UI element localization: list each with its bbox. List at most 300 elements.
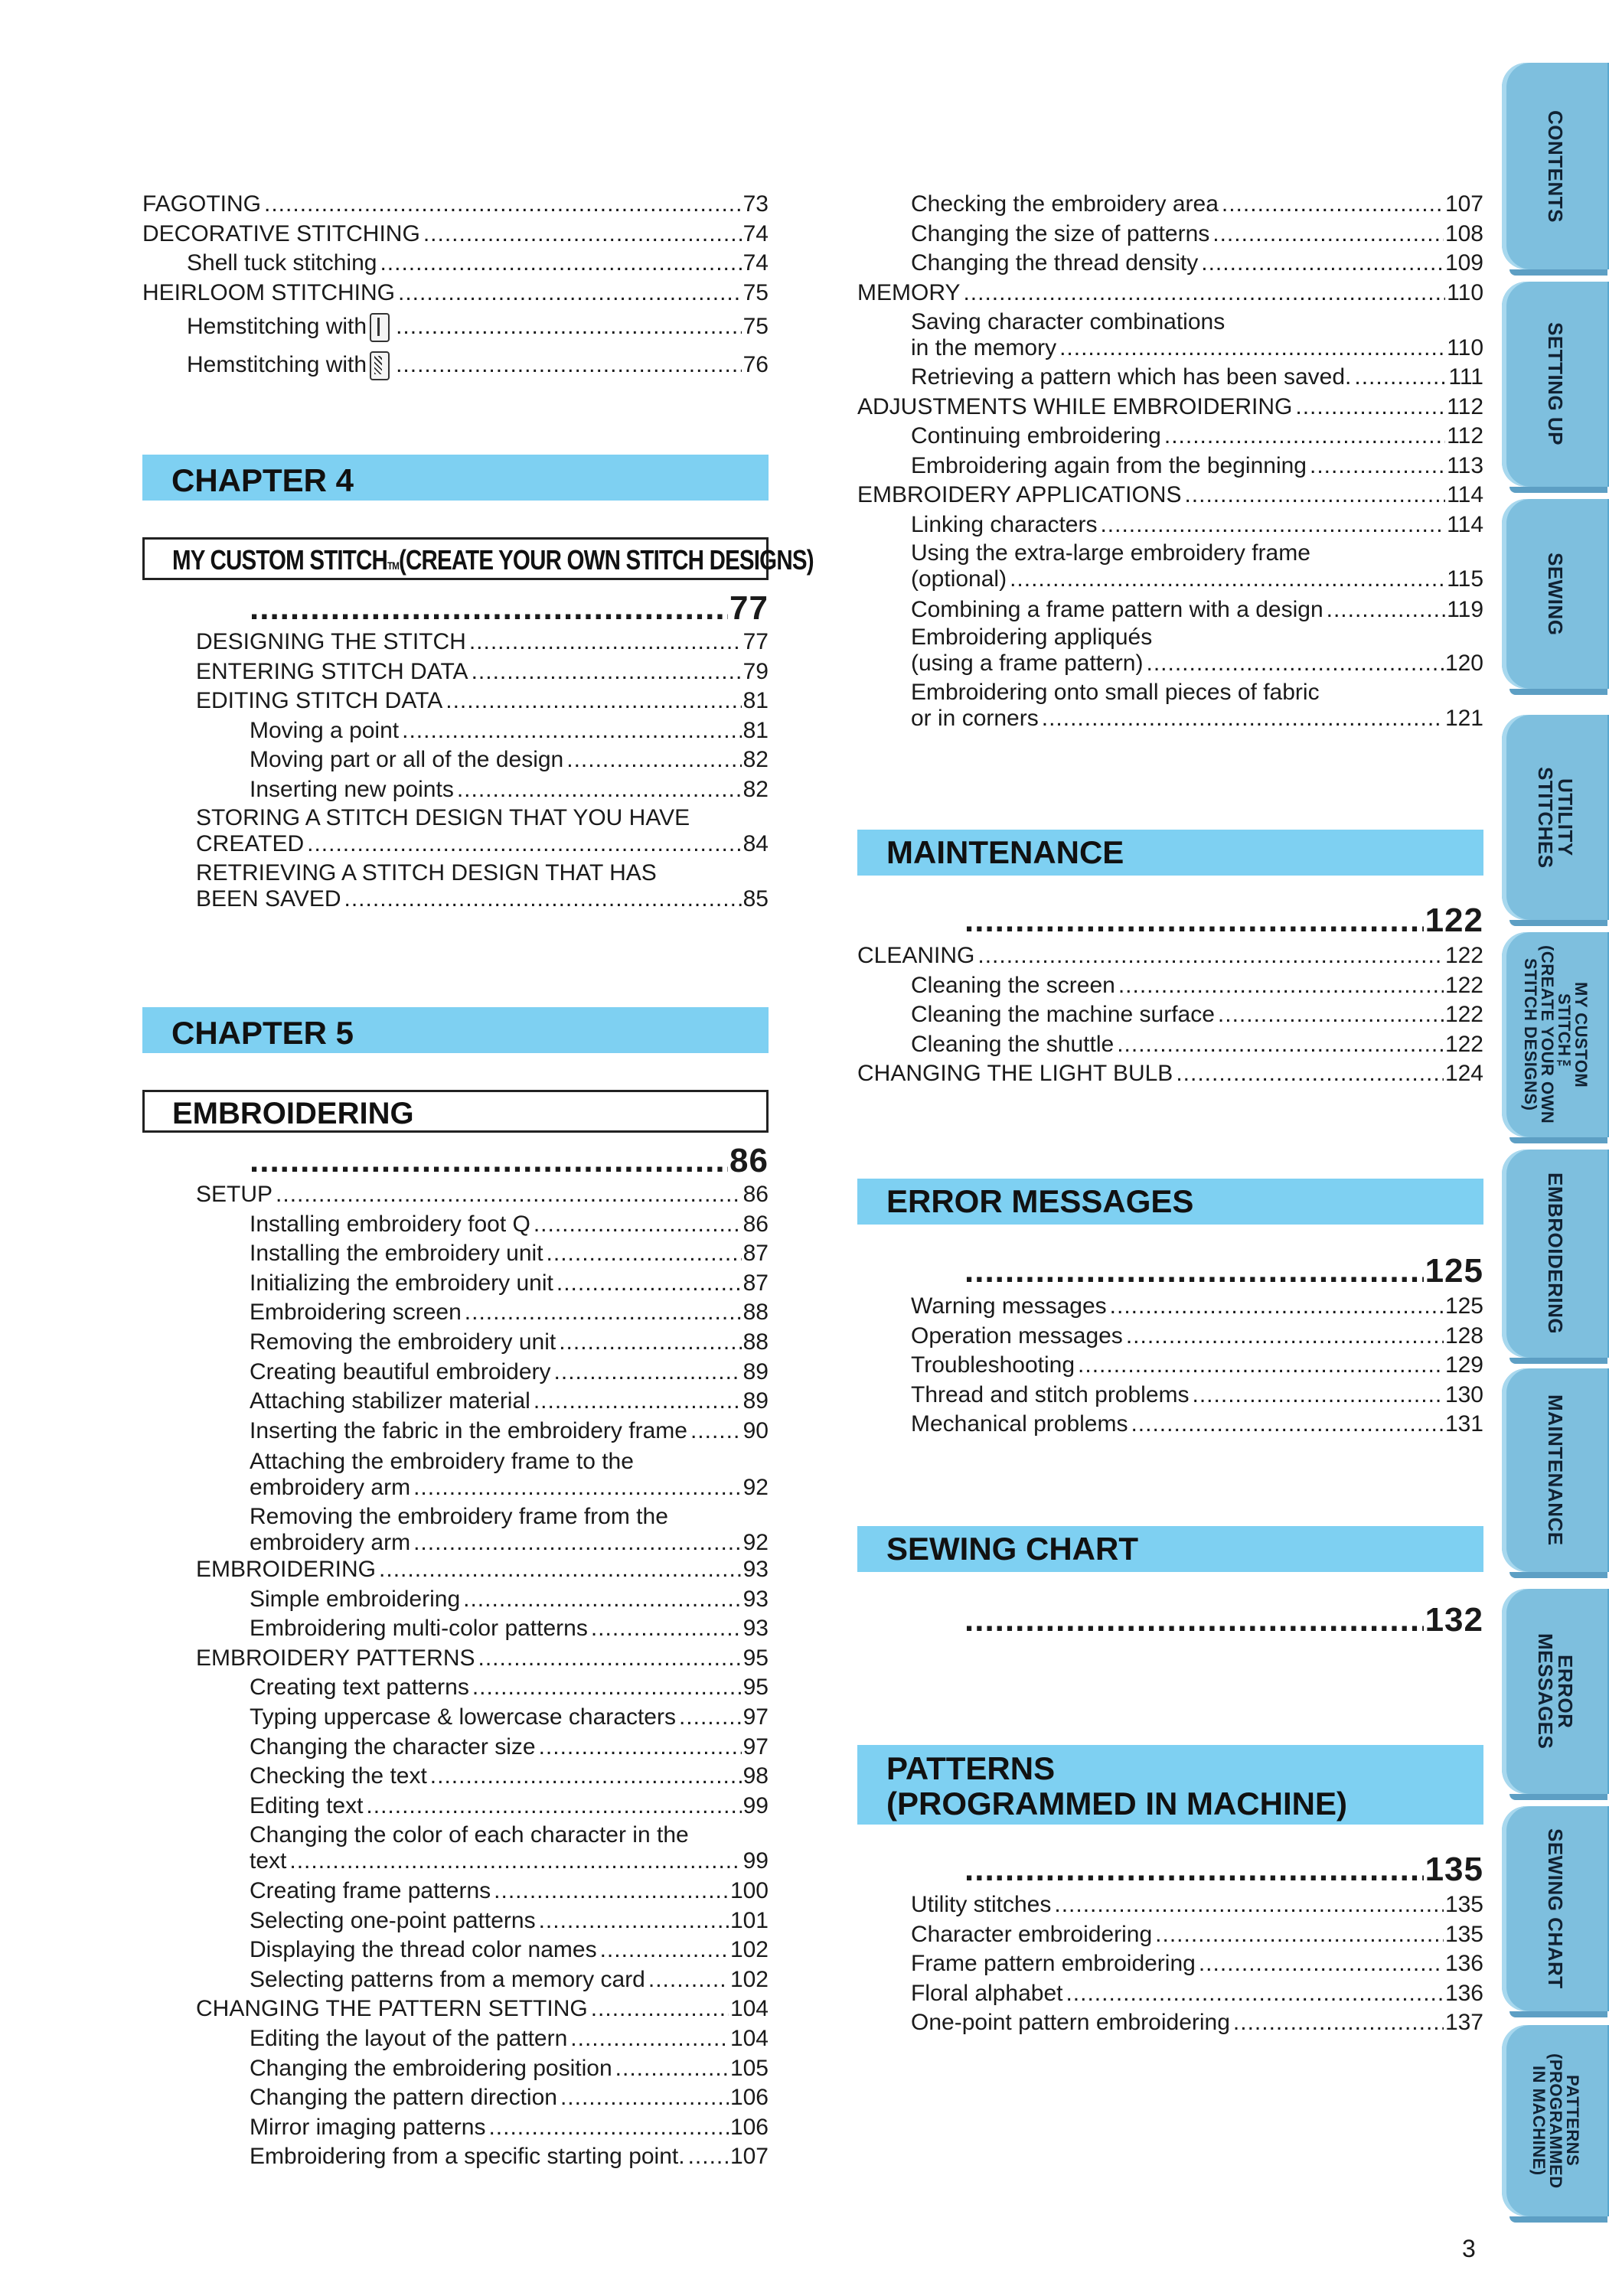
toc-entry[interactable] — [196, 1417, 769, 1446]
page-number: 3 — [1462, 2235, 1476, 2262]
toc-entry[interactable] — [196, 2142, 769, 2172]
entry-page: 124 — [1444, 1061, 1483, 1087]
entry-page: 122 — [1444, 1002, 1483, 1028]
toc-entry[interactable] — [196, 1210, 769, 1240]
entry-title-line2: CREATED — [196, 831, 307, 857]
side-tab[interactable] — [1502, 499, 1609, 689]
leader-dots — [539, 1906, 729, 1936]
entry-title: SETUP — [196, 1180, 276, 1210]
toc-entry[interactable] — [142, 190, 769, 220]
entry-page: 106 — [729, 2114, 769, 2140]
entry-title-line1: Using the extra-large embroidery frame — [911, 540, 1310, 566]
sewing-chart-start-page[interactable]: ..... 132 — [964, 1601, 1483, 1639]
entry-page: 89 — [742, 1358, 769, 1384]
entry-page: 112 — [1447, 423, 1483, 449]
entry-title-line2: embroidery arm — [250, 1530, 413, 1556]
entry-title: Frame pattern embroidering — [911, 1949, 1199, 1979]
toc-entry[interactable] — [857, 249, 1483, 279]
leader-dots — [1222, 190, 1444, 220]
entry-title: Inserting new points — [250, 775, 457, 805]
entry-page: 93 — [742, 1586, 769, 1612]
leader-dots — [556, 1269, 742, 1299]
entry-page: 74 — [742, 220, 769, 246]
entry-title: HEIRLOOM STITCHING — [142, 279, 398, 308]
entry-title: CLEANING — [857, 941, 977, 971]
toc-entry[interactable] — [196, 1328, 769, 1358]
entry-title: FAGOTING — [142, 190, 264, 220]
entry-page: 79 — [742, 658, 769, 684]
toc-entry[interactable] — [196, 1906, 769, 1936]
side-tab-label: UTILITY STITCHES — [1534, 766, 1577, 869]
entry-page: 84 — [742, 831, 769, 856]
toc-entry[interactable] — [142, 346, 769, 384]
side-tab[interactable] — [1502, 715, 1609, 920]
entry-title: Mechanical problems — [911, 1410, 1131, 1440]
entry-page: 111 — [1448, 364, 1483, 390]
toc-entry[interactable] — [196, 1936, 769, 1965]
left-column-top — [142, 190, 769, 384]
toc-entry[interactable] — [857, 1292, 1483, 1322]
entry-title: Changing the character size — [250, 1733, 539, 1763]
leader-dots — [423, 220, 742, 249]
leader-dots — [615, 2054, 729, 2084]
toc-entry[interactable] — [196, 1585, 769, 1615]
entry-title: One-point pattern embroidering — [911, 2008, 1233, 2038]
right-entries-c — [857, 595, 1483, 625]
entry-title: Thread and stitch problems — [911, 1381, 1193, 1411]
toc-entry-two-line[interactable] — [857, 680, 1483, 732]
toc-entry[interactable] — [196, 1269, 769, 1299]
toc-entry[interactable] — [857, 2008, 1483, 2038]
side-tab[interactable] — [1502, 282, 1609, 487]
entry-title: Creating frame patterns — [250, 1877, 494, 1906]
entry-page: 120 — [1444, 651, 1483, 676]
leader-dots — [478, 1644, 742, 1674]
entry-page: 93 — [742, 1557, 769, 1582]
entry-title: Displaying the thread color names — [250, 1936, 600, 1965]
toc-entry[interactable] — [857, 190, 1483, 220]
toc-entry[interactable] — [196, 775, 769, 805]
side-tab-label: EMBROIDERING — [1544, 1172, 1567, 1335]
entry-title: Cleaning the machine surface — [911, 1000, 1218, 1030]
maintenance-title: MAINTENANCE — [886, 834, 1124, 870]
leader-dots — [1010, 566, 1445, 592]
entry-page: 110 — [1447, 279, 1483, 305]
toc-entry[interactable] — [857, 1920, 1483, 1950]
leader-dots — [1054, 1890, 1444, 1920]
toc-entry[interactable] — [196, 1239, 769, 1269]
leader-dots — [472, 1673, 742, 1703]
entry-title: Editing the layout of the pattern — [250, 2024, 570, 2054]
chapter-5-start-page[interactable]: ..... 86 — [250, 1142, 769, 1180]
side-tab-label: SEWING — [1544, 552, 1567, 636]
entry-line2 — [196, 831, 769, 857]
entry-page: 97 — [742, 1704, 769, 1730]
toc-entry[interactable] — [196, 1965, 769, 1995]
toc-entry[interactable] — [196, 1644, 769, 1674]
leader-dots — [289, 1848, 741, 1874]
side-tab[interactable] — [1502, 2025, 1609, 2216]
leader-dots — [688, 2142, 729, 2172]
entry-page: 75 — [742, 279, 769, 305]
toc-entry[interactable] — [857, 1949, 1483, 1979]
chapter-5-bar — [142, 1007, 769, 1053]
entry-page: 135 — [1444, 1892, 1483, 1917]
entry-page: 137 — [1444, 2010, 1483, 2036]
toc-entry[interactable] — [857, 1030, 1483, 1060]
toc-entry[interactable] — [196, 687, 769, 716]
entry-title-line1: Attaching the embroidery frame to the — [250, 1449, 634, 1474]
entry-page: 104 — [729, 2025, 769, 2051]
toc-entry[interactable] — [857, 1059, 1483, 1089]
toc-entry[interactable] — [196, 1762, 769, 1792]
entry-page: 82 — [742, 747, 769, 773]
leader-dots — [264, 190, 742, 220]
entry-page: 135 — [1444, 1921, 1483, 1947]
entry-title: Installing the embroidery unit — [250, 1239, 547, 1269]
patterns-start-page[interactable]: ..... 135 — [964, 1851, 1483, 1889]
chapter-5-entries-a — [196, 1180, 769, 1446]
entry-page: 119 — [1447, 597, 1483, 622]
toc-entry[interactable] — [196, 1792, 769, 1821]
entry-title: Simple embroidering — [250, 1585, 463, 1615]
toc-entry[interactable] — [196, 628, 769, 657]
toc-entry[interactable] — [857, 422, 1483, 452]
leader-dots — [398, 279, 742, 308]
leader-dots — [472, 657, 742, 687]
entry-page: 128 — [1444, 1322, 1483, 1349]
leader-dots — [396, 308, 742, 346]
leader-dots — [554, 1358, 742, 1388]
toc-entry[interactable] — [857, 510, 1483, 540]
toc-entry[interactable] — [196, 745, 769, 775]
toc-entry[interactable] — [857, 971, 1483, 1001]
entry-title: Combining a frame pattern with a design — [911, 595, 1327, 625]
entry-page: 76 — [742, 352, 769, 378]
leader-dots — [1042, 706, 1444, 732]
entry-title: CHANGING THE PATTERN SETTING — [196, 1994, 591, 2024]
entry-title: Troubleshooting — [911, 1351, 1078, 1381]
leader-dots — [963, 279, 1445, 308]
entry-page: 113 — [1447, 452, 1483, 478]
toc-entry[interactable] — [196, 1994, 769, 2024]
toc-entry[interactable] — [857, 1410, 1483, 1440]
entry-title: Linking characters — [911, 510, 1100, 540]
side-tab[interactable] — [1502, 1589, 1609, 1794]
entry-title: Mirror imaging patterns — [250, 2113, 488, 2143]
toc-entry[interactable] — [196, 2083, 769, 2113]
leader-dots — [1164, 422, 1445, 452]
toc-entry[interactable] — [142, 249, 769, 279]
leader-dots — [344, 886, 742, 912]
toc-entry[interactable] — [196, 1703, 769, 1733]
entry-title: DESIGNING THE STITCH — [196, 628, 469, 657]
entry-page: 101 — [729, 1907, 769, 1933]
entry-title: Checking the text — [250, 1762, 430, 1792]
entry-title: Character embroidering — [911, 1920, 1155, 1950]
toc-entry[interactable] — [196, 657, 769, 687]
toc-entry[interactable] — [196, 2024, 769, 2054]
entry-title: Changing the thread density — [911, 249, 1201, 279]
side-tab[interactable] — [1502, 1368, 1609, 1572]
side-tab-label: ERROR MESSAGES — [1534, 1633, 1577, 1750]
leader-dots — [1212, 220, 1444, 249]
toc-entry[interactable] — [196, 2113, 769, 2143]
entry-title: Inserting the fabric in the embroidery frame — [250, 1417, 690, 1446]
chapter-4-start-page[interactable]: ..... 77 — [250, 589, 769, 628]
single-wing-needle-icon — [370, 313, 390, 342]
leader-dots — [1327, 595, 1446, 625]
leader-dots — [402, 716, 742, 746]
entry-page: 112 — [1447, 393, 1483, 419]
leader-dots — [307, 831, 742, 857]
entry-page: 77 — [742, 629, 769, 654]
leader-dots — [1117, 1030, 1444, 1060]
entry-title-line1: RETRIEVING A STITCH DESIGN THAT HAS — [196, 860, 657, 885]
chapter-5-entries-b — [196, 1555, 769, 1821]
entry-page: 122 — [1444, 1031, 1483, 1057]
side-tab[interactable] — [1502, 1150, 1609, 1358]
toc-entry[interactable] — [857, 1890, 1483, 1920]
patterns-bar — [857, 1745, 1483, 1825]
entry-page: 104 — [729, 1996, 769, 2022]
leader-dots — [560, 2083, 729, 2113]
toc-entry[interactable] — [857, 941, 1483, 971]
entry-page: 105 — [729, 2055, 769, 2081]
toc-entry[interactable] — [857, 279, 1483, 308]
leader-dots — [539, 1733, 742, 1763]
toc-entry[interactable] — [857, 1351, 1483, 1381]
entry-title: Moving part or all of the design — [250, 745, 566, 775]
entry-page: 90 — [742, 1417, 769, 1443]
entry-page: 122 — [1444, 972, 1483, 998]
toc-entry[interactable] — [196, 1180, 769, 1210]
entry-page: 107 — [729, 2144, 769, 2170]
entry-title: Removing the embroidery unit — [250, 1328, 559, 1358]
toc-entry[interactable] — [857, 363, 1483, 393]
leader-dots — [1078, 1351, 1444, 1381]
toc-entry[interactable] — [857, 1322, 1483, 1352]
entry-page: 98 — [742, 1763, 769, 1789]
side-tab[interactable] — [1502, 63, 1609, 269]
right-entries-a — [857, 190, 1483, 308]
toc-entry[interactable] — [196, 1358, 769, 1388]
chapter-5-two-line-b — [196, 1822, 769, 1877]
toc-entry[interactable] — [142, 308, 769, 346]
chapter-4-two-line-entries — [196, 805, 769, 915]
side-tab[interactable] — [1502, 932, 1609, 1137]
chapter-5-two-line-a — [196, 1449, 769, 1559]
double-wing-needle-icon — [370, 351, 390, 380]
right-entries-b — [857, 363, 1483, 540]
entry-title: DECORATIVE STITCHING — [142, 220, 423, 249]
leader-dots — [1118, 971, 1444, 1001]
toc-entry[interactable] — [196, 2054, 769, 2084]
sewing-chart-title: SEWING CHART — [886, 1531, 1138, 1567]
side-tab-label: PATTERNS (PROGRAMMED IN MACHINE) — [1529, 2053, 1582, 2189]
leader-dots — [276, 1180, 742, 1210]
entry-title-line2: embroidery arm — [250, 1475, 413, 1501]
toc-entry-two-line[interactable] — [857, 625, 1483, 677]
leader-dots — [445, 687, 741, 716]
leader-dots — [570, 2024, 729, 2054]
entry-page: 110 — [1447, 335, 1483, 360]
entry-title: Checking the embroidery area — [911, 190, 1222, 220]
leader-dots — [1126, 1322, 1444, 1352]
entry-line2 — [250, 1848, 769, 1874]
entry-title: MEMORY — [857, 279, 963, 308]
toc-entry[interactable] — [196, 1733, 769, 1763]
leader-dots — [591, 1994, 729, 2024]
entry-page: 93 — [742, 1616, 769, 1642]
entry-title-line1: Embroidering appliqués — [911, 625, 1153, 650]
entry-page: 73 — [742, 191, 769, 217]
entry-title: Creating text patterns — [250, 1673, 472, 1703]
leader-dots — [1184, 481, 1445, 510]
entry-title: Cleaning the shuttle — [911, 1030, 1117, 1060]
entry-title: ADJUSTMENTS WHILE EMBROIDERING — [857, 393, 1295, 422]
entry-page: 107 — [1444, 191, 1483, 217]
chapter-5-title-box — [142, 1090, 769, 1133]
entry-title: Floral alphabet — [911, 1979, 1066, 2009]
entry-page: 129 — [1444, 1352, 1483, 1378]
right-two-line-c — [857, 625, 1483, 735]
toc-entry[interactable] — [196, 1673, 769, 1703]
toc-entry[interactable] — [142, 279, 769, 308]
entry-page: 108 — [1444, 220, 1483, 246]
entry-title: Creating beautiful embroidery — [250, 1358, 554, 1388]
leader-dots — [494, 1877, 729, 1906]
entry-page: 122 — [1444, 943, 1483, 968]
chapter-4-title-box — [142, 537, 814, 580]
toc-entry-two-line[interactable] — [196, 1504, 769, 1556]
error-messages-entries — [857, 1292, 1483, 1440]
toc-entry[interactable] — [196, 1555, 769, 1585]
toc-entry[interactable] — [196, 1387, 769, 1417]
entry-page: 114 — [1447, 482, 1483, 508]
side-tab[interactable] — [1502, 1806, 1609, 2011]
side-tab-label: MAINTENANCE — [1544, 1394, 1567, 1546]
entry-page: 136 — [1444, 1980, 1483, 2006]
entry-title-line1: STORING A STITCH DESIGN THAT YOU HAVE — [196, 805, 690, 830]
entry-title-line1: Removing the embroidery frame from the — [250, 1504, 668, 1529]
entry-page: 102 — [729, 1966, 769, 1992]
toc-entry[interactable] — [857, 595, 1483, 625]
entry-title: Embroidering multi-color patterns — [250, 1614, 591, 1644]
patterns-title: PATTERNS (PROGRAMMED IN MACHINE) — [886, 1750, 1347, 1821]
toc-entry-two-line[interactable] — [196, 1449, 769, 1501]
entry-page: 75 — [742, 314, 769, 340]
entry-title: Changing the pattern direction — [250, 2083, 560, 2113]
chapter-4-label: CHAPTER 4 — [171, 462, 354, 498]
toc-entry[interactable] — [857, 1979, 1483, 2009]
toc-entry[interactable] — [196, 1298, 769, 1328]
toc-entry-two-line[interactable] — [857, 540, 1483, 592]
leader-dots — [1110, 1292, 1444, 1322]
entry-title: Utility stitches — [911, 1890, 1054, 1920]
toc-entry-two-line[interactable] — [196, 805, 769, 857]
maintenance-entries — [857, 941, 1483, 1089]
entry-line2 — [250, 1530, 769, 1556]
leader-dots — [1295, 393, 1445, 422]
entry-title: Embroidering again from the beginning — [911, 452, 1310, 481]
entry-title: CHANGING THE LIGHT BULB — [857, 1059, 1176, 1089]
toc-entry[interactable] — [196, 716, 769, 746]
patterns-entries — [857, 1890, 1483, 2038]
entry-title-line1: Changing the color of each character in the — [250, 1822, 689, 1848]
chapter-4-bar — [142, 455, 769, 501]
side-tab-label: CONTENTS — [1544, 109, 1567, 223]
entry-line2 — [911, 335, 1483, 361]
entry-title: EMBROIDERING — [196, 1555, 379, 1585]
leader-dots — [1176, 1059, 1444, 1089]
toc-entry[interactable] — [857, 452, 1483, 481]
toc-entry[interactable] — [857, 1000, 1483, 1030]
error-messages-start-page[interactable]: ..... 125 — [964, 1252, 1483, 1290]
maintenance-start-page[interactable]: ..... 122 — [964, 902, 1483, 940]
entry-page: 87 — [742, 1241, 769, 1267]
leader-dots — [977, 941, 1444, 971]
entry-title: Changing the embroidering position — [250, 2054, 615, 2084]
entry-title: EMBROIDERY APPLICATIONS — [857, 481, 1184, 510]
entry-title-line2: in the memory — [911, 335, 1059, 361]
toc-entry-two-line[interactable] — [196, 860, 769, 912]
entry-title: Operation messages — [911, 1322, 1126, 1352]
entry-title: Retrieving a pattern which has been saved. — [911, 363, 1354, 393]
leader-dots — [463, 1585, 741, 1615]
chapter-5-entries-c — [196, 1877, 769, 2172]
entry-page: 86 — [742, 1211, 769, 1237]
entry-page: 99 — [742, 1848, 769, 1874]
entry-page: 99 — [742, 1792, 769, 1818]
leader-dots — [591, 1614, 742, 1644]
leader-dots — [1059, 335, 1445, 361]
toc-entry[interactable] — [857, 393, 1483, 422]
entry-page: 85 — [742, 886, 769, 912]
leader-dots — [380, 249, 741, 279]
entry-line2 — [250, 1475, 769, 1501]
entry-title-line2: (using a frame pattern) — [911, 651, 1146, 677]
entry-title: Embroidering screen — [250, 1298, 465, 1328]
entry-page: 81 — [742, 717, 769, 743]
toc-entry[interactable] — [196, 1877, 769, 1906]
entry-title: Changing the size of patterns — [911, 220, 1212, 249]
entry-page: 92 — [742, 1475, 769, 1500]
toc-entry[interactable] — [857, 481, 1483, 510]
leader-dots — [1354, 363, 1447, 393]
entry-title-line2: text — [250, 1848, 289, 1874]
entry-page: 74 — [742, 250, 769, 276]
sewing-chart-bar — [857, 1526, 1483, 1572]
entry-title-line2: (optional) — [911, 566, 1010, 592]
entry-title-line1: Embroidering onto small pieces of fabric — [911, 680, 1320, 705]
toc-entry-two-line[interactable] — [196, 1822, 769, 1874]
toc-entry[interactable] — [857, 1381, 1483, 1411]
toc-entry[interactable] — [196, 1614, 769, 1644]
leader-dots — [600, 1936, 729, 1965]
side-tab-label: SEWING CHART — [1544, 1828, 1567, 1989]
entry-title-line2: BEEN SAVED — [196, 886, 344, 912]
entry-page: 87 — [742, 1270, 769, 1296]
right-two-line-b — [857, 540, 1483, 595]
chapter-4-entries — [196, 628, 769, 805]
toc-entry[interactable] — [142, 220, 769, 249]
leader-dots — [488, 2113, 729, 2143]
entry-title: Typing uppercase & lowercase characters — [250, 1703, 679, 1733]
toc-entry-two-line[interactable] — [857, 309, 1483, 361]
leader-dots — [469, 628, 742, 657]
toc-entry[interactable] — [857, 220, 1483, 249]
